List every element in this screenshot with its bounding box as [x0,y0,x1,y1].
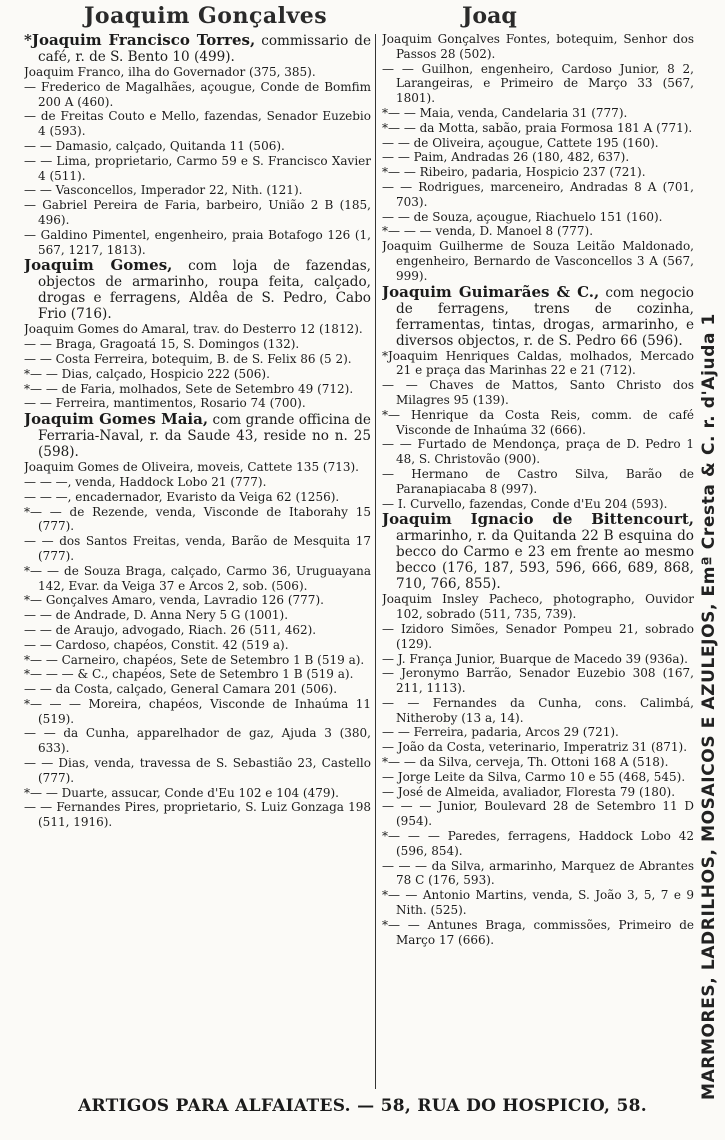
directory-entry: — J. França Junior, Buarque de Macedo 39 (936a). [382,651,688,666]
directory-entry: — — Lima, proprietario, Carmo 59 e S. Francisco Xavier 4 (511). [24,153,371,183]
directory-entry: — — Costa Ferreira, botequim, B. de S. Felix 86 (5 2). [24,351,352,366]
right-column [382,32,694,947]
page-header [0,0,725,30]
directory-entry: Joaquim Gomes do Amaral, trav. do Desterro 12 (1812). [24,322,363,337]
directory-entry: — — Damasio, calçado, Quitanda 11 (506). [24,138,285,153]
directory-entry: — José de Almeida, avaliador, Floresta 79 (180). [382,784,676,799]
directory-entry: — de Freitas Couto e Mello, fazendas, Senador Euzebio 4 (593). [24,109,371,139]
left-column [24,32,371,830]
directory-entry: *— — Duarte, assucar, Conde d'Eu 102 e 104 (479). [24,785,339,800]
directory-entry: *— — Dias, calçado, Hospicio 222 (506). [24,366,270,381]
directory-entry: Joaquim Gomes Maia, com grande officina de Ferraria-Naval, r. da Saude 43, reside no n. 25 (598). [24,410,371,461]
directory-entry: Joaquim Insley Pacheco, photographo, Ouvidor 102, sobrado (511, 735, 739). [382,592,694,622]
directory-entry: *— — — Moreira, chapéos, Visconde de Inhaúma 11 (519). [24,696,371,726]
directory-entry: — Gabriel Pereira de Faria, barbeiro, União 2 B (185, 496). [24,198,371,227]
directory-entry: — Galdino Pimentel, engenheiro, praia Botafogo 126 (1, 567, 1217, 1813). [24,227,371,257]
directory-entry: — — de Andrade, D. Anna Nery 5 G (1001). [24,608,289,623]
directory-entry: *Joaquim Francisco Torres, commissario de café, r. de S. Bento 10 (499). [24,32,371,65]
directory-entry: *— — de Souza Braga, calçado, Carmo 36, Uruguayana 142, Evar. da Veiga 37 e Arcos 2, sob. (506). [24,563,371,593]
vertical-advertisement [699,60,723,1100]
directory-entry: *— — Ribeiro, padaria, Hospicio 237 (721). [382,165,646,180]
directory-entry: — — — Junior, Boulevard 28 de Setembro 11 D (954). [382,799,694,829]
directory-entry: — — dos Santos Freitas, venda, Barão de Mesquita 17 (777). [24,534,371,563]
directory-entry: *— Henrique da Costa Reis, comm. de café Visconde de Inhaúma 32 (666). [382,407,694,437]
entry-name: *Joaquim Francisco Torres, [24,32,256,49]
directory-entry: — — Paim, Andradas 26 (180, 482, 637). [382,150,630,165]
directory-entry: — Jeronymo Barrão, Senador Euzebio 308 (167, 211, 1113). [382,666,694,696]
directory-entry: — — Cardoso, chapéos, Constit. 42 (519 a). [24,637,289,652]
directory-entry: Joaquim Guilherme de Souza Leitão Maldonado, engenheiro, Bernardo de Vasconcellos 3 A (567, 999). [382,239,694,283]
directory-entry: — — Rodrigues, marceneiro, Andradas 8 A (701, 703). [382,179,694,209]
directory-entry: Joaquim Gomes, com loja de fazendas, objectos de armarinho, roupa feita, calçado, drogas e ferragens, Aldêa de S. Pedro, Cabo Frio (716). [24,256,371,323]
directory-entry: — — — da Silva, armarinho, Marquez de Abrantes 78 C (176, 593). [382,858,694,888]
directory-entry: — — da Cunha, apparelhador de gaz, Ajuda 3 (380, 633). [24,726,371,756]
directory-entry: Joaquim Franco, ilha do Governador (375, 385). [24,65,316,79]
directory-entry: — — Braga, Gragoatá 15, S. Domingos (132). [24,337,300,352]
columns [0,32,725,1092]
directory-entry: — — Dias, venda, travessa de S. Sebastião 23, Castello (777). [24,756,371,785]
directory-entry: Joaquim Gomes de Oliveira, moveis, Cattete 135 (713). [24,460,359,475]
directory-entry: — João da Costa, veterinario, Imperatriz 31 (871). [382,740,688,755]
directory-entry: *— — — venda, D. Manoel 8 (777). [382,224,594,239]
directory-entry: *— — — Paredes, ferragens, Haddock Lobo 42 (596, 854). [382,829,694,858]
directory-entry: *— — da Motta, sabão, praia Formosa 181 A (771). [382,120,693,135]
directory-entry: — Frederico de Magalhães, açougue, Conde de Bomfim 200 A (460). [24,79,371,109]
entry-name: Joaquim Ignacio de Bittencourt, [382,510,694,529]
entry-name: Joaquim Gomes, [24,256,173,275]
directory-entry: — — Guilhon, engenheiro, Cardoso Junior, 8 2, Larangeiras, e Primeiro de Março 33 (567, 1801). [382,61,694,106]
directory-entry: *— — Maia, venda, Candelaria 31 (777). [382,105,628,120]
directory-entry: — — Chaves de Mattos, Santo Christo dos Milagres 95 (139). [382,378,694,407]
directory-entry: *— — de Rezende, venda, Visconde de Itaborahy 15 (777). [24,504,371,534]
directory-entry: — — de Araujo, advogado, Riach. 26 (511, 462). [24,622,317,637]
directory-entry: — Hermano de Castro Silva, Barão de Paranapiacaba 8 (997). [382,466,694,496]
directory-entry: — — —, encadernador, Evaristo da Veiga 62 (1256). [24,489,340,504]
directory-entry: Joaquim Ignacio de Bittencourt, armarinho, r. da Quitanda 22 B esquina do becco do Carmo e 23 em frente ao mesmo becco (176, 187, 593, 596, 666, 689, 868, 710, 766, 855). [382,510,694,593]
entry-name: Joaquim Guimarães & C., [382,282,600,301]
directory-entry: — — Fernandes Pires, proprietario, S. Luiz Gonzaga 198 (511, 1916). [24,800,371,830]
directory-entry: *— — Antunes Braga, commissões, Primeiro de Março 17 (666). [382,917,694,947]
directory-entry: — Jorge Leite da Silva, Carmo 10 e 55 (468, 545). [382,769,686,784]
directory-entry: — — de Souza, açougue, Riachuelo 151 (160). [382,209,663,224]
directory-entry: Joaquim Guimarães & C., com negocio de ferragens, trens de cozinha, ferramentas, tintas, drogas, armarinho, e diversos objectos, r. de S. Pedro 66 (596). [382,282,694,349]
directory-entry: — — Ferreira, padaria, Arcos 29 (721). [382,725,619,740]
directory-entry: — — da Costa, calçado, General Camara 201 (506). [24,682,338,697]
entry-name: Joaquim Gomes Maia, [24,410,209,429]
directory-entry: — — Ferreira, mantimentos, Rosario 74 (700). [24,396,306,411]
footer-advertisement: ARTIGOS PARA ALFAIATES. — 58, RUA DO HOSPICIO, 58. [78,1096,647,1116]
directory-entry: — — de Oliveira, açougue, Cattete 195 (160). [382,135,659,150]
directory-entry: — — Furtado de Mendonça, praça de D. Pedro 1 48, S. Christovão (900). [382,437,694,467]
directory-entry: — — —, venda, Haddock Lobo 21 (777). [24,474,267,489]
directory-entry: *— — Carneiro, chapéos, Sete de Setembro 1 B (519 a). [24,652,365,667]
directory-entry: *— — Antonio Martins, venda, S. João 3, 5, 7 e 9 Nith. (525). [382,888,694,918]
directory-entry: *— — — & C., chapéos, Sete de Setembro 1 B (519 a). [24,667,354,682]
directory-entry: — Izidoro Simões, Senador Pompeu 21, sobrado (129). [382,621,694,651]
directory-entry: *Joaquim Henriques Caldas, molhados, Mercado 21 e praça das Marinhas 22 e 21 (712). [382,348,694,378]
directory-entry: — — Fernandes da Cunha, cons. Calimbá, Nitheroby (13 a, 14). [382,695,694,725]
directory-entry: Joaquim Gonçalves Fontes, botequim, Senhor dos Passos 28 (502). [382,32,694,61]
directory-entry: *— Gonçalves Amaro, venda, Lavradio 126 (777). [24,593,324,608]
directory-entry: *— — da Silva, cerveja, Th. Ottoni 168 A (518). [382,755,669,770]
header-left-title: Joaquim Gonçalves [84,3,328,29]
header-right-title: Joaq [462,3,517,29]
column-divider [375,34,376,1089]
vertical-advertisement-text: MARMORES, LADRILHOS, MOSAICOS E AZULEJOS, Emª Cresta & C. r. d'Ajuda 1 [699,313,719,1100]
directory-entry: — — Vasconcellos, Imperador 22, Nith. (121). [24,183,303,198]
directory-entry: — I. Curvello, fazendas, Conde d'Eu 204 (593). [382,496,668,511]
directory-entry: *— — de Faria, molhados, Sete de Setembro 49 (712). [24,381,354,396]
